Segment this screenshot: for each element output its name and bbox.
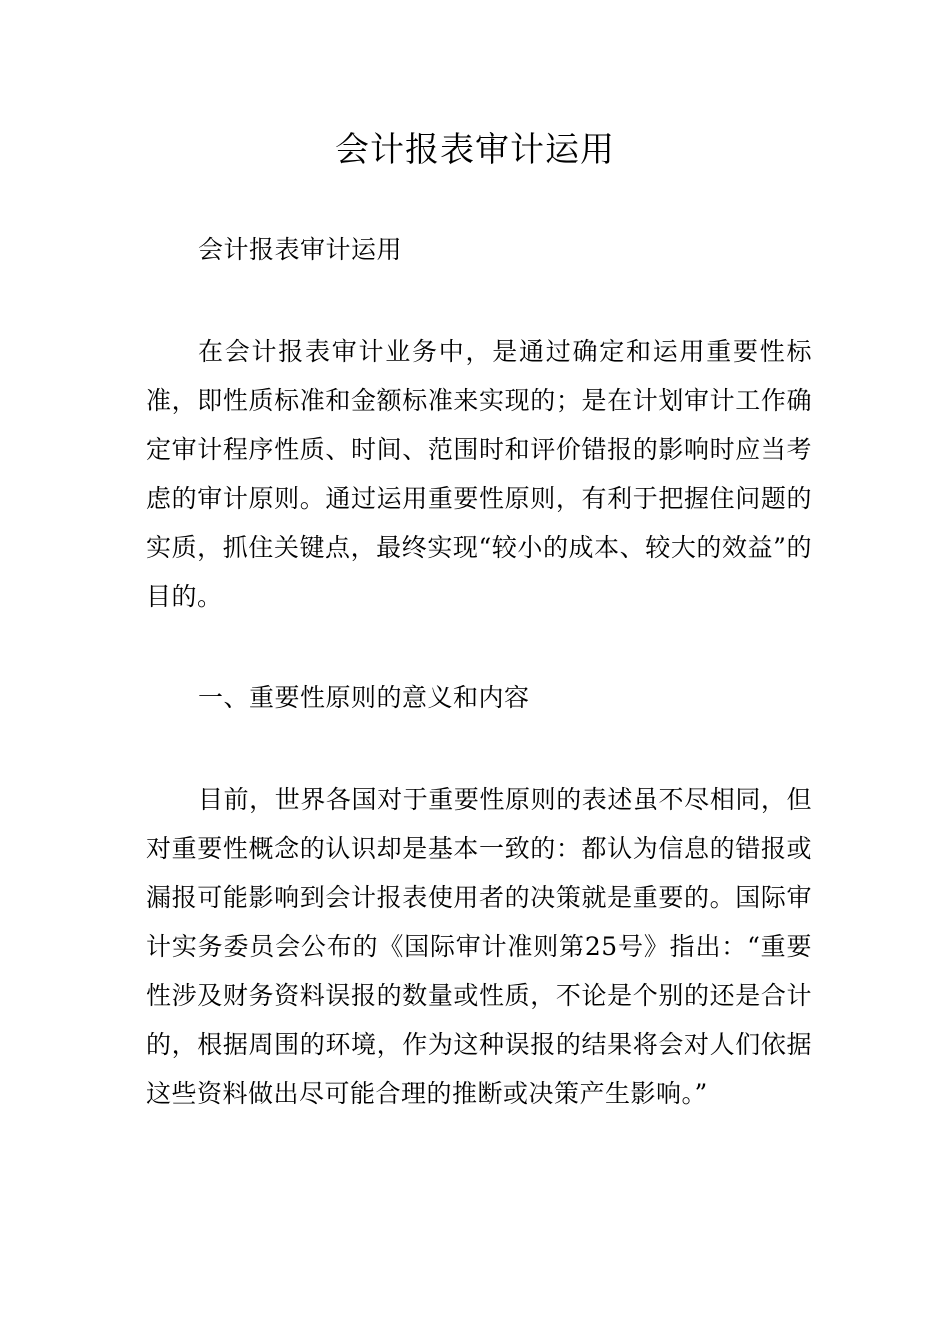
section-body-paragraph: 目前，世界各国对于重要性原则的表述虽不尽相同，但对重要性概念的认识却是基本一致的：都认为信息的错报或漏报可能影响到会计报表使用者的决策就是重要的。国际审计实务委员会公布的《国际审计准则第25号》指出：“重要性涉及财务资料误报的数量或性质，不论是个别的还是合计的，根据周围的环境，作为这种误报的结果将会对人们依据这些资料做出尽可能合理的推断或决策产生影响。” [146,785,812,1108]
document-title: 会计报表审计运用 [335,130,615,170]
document-subtitle: 会计报表审计运用 [198,235,403,264]
section-heading: 一、重要性原则的意义和内容 [198,683,530,712]
intro-paragraph: 在会计报表审计业务中，是通过确定和运用重要性标准，即性质标准和金额标准来实现的；是在计划审计工作确定审计程序性质、时间、范围时和评价错报的影响时应当考虑的审计原则。通过运用重要性原则，有利于把握住问题的实质，抓住关键点，最终实现“较小的成本、较大的效益”的目的。 [146,337,812,611]
